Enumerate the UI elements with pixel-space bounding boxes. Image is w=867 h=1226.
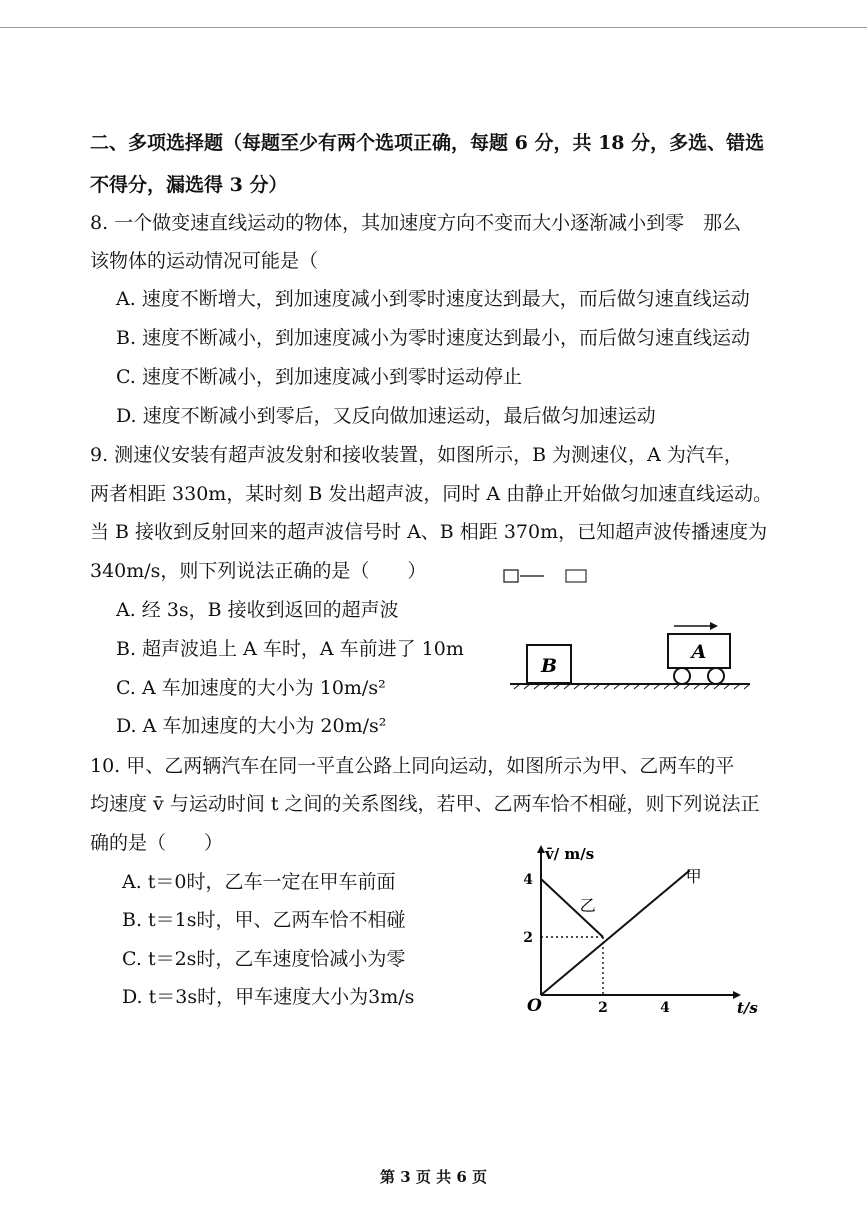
q9-stem-line4: 340m/s，则下列说法正确的是（ ） <box>90 560 427 582</box>
top-border-line <box>0 27 867 28</box>
q10-stem-line1: 10. 甲、乙两辆汽车在同一平直公路上同向运动，如图所示为甲、乙两车的平 <box>90 755 735 777</box>
q9-stem-line1: 9. 测速仪安装有超声波发射和接收装置，如图所示，B 为测速仪，A 为汽车， <box>90 444 743 466</box>
q8-option-c: C. 速度不断减小，到加速度减小到零时运动停止 <box>116 366 522 388</box>
q9-option-d: D. A 车加速度的大小为 20m/s² <box>116 715 387 737</box>
q10-vt-chart <box>505 835 770 1015</box>
x-axis-arrow-icon <box>733 991 741 999</box>
x-tick-label: 4 <box>660 1000 670 1015</box>
y-axis-arrow-icon <box>537 845 545 853</box>
y-tick-label: 4 <box>523 872 533 888</box>
q8-stem-line2: 该物体的运动情况可能是（ <box>90 250 319 272</box>
series-label-jia: 甲 <box>685 866 702 886</box>
motion-arrow-icon <box>710 622 718 630</box>
q10-option-a: A. t＝0时，乙车一定在甲车前面 <box>122 871 396 893</box>
q10-stem-line2: 均速度 v̄ 与运动时间 t 之间的关系图线，若甲、乙两车恰不相碰，则下列说法正 <box>90 793 760 815</box>
q9-stem-line3: 当 B 接收到反射回来的超声波信号时 A、B 相距 370m，已知超声波传播速度为 <box>90 521 768 543</box>
y-tick-label: 2 <box>523 930 533 946</box>
label-b: B <box>540 655 558 677</box>
q8-option-b: B. 速度不断减小，到加速度减小为零时速度达到最小，而后做匀速直线运动 <box>116 327 751 349</box>
series-label-yi: 乙 <box>579 895 596 915</box>
q10-option-d: D. t＝3s时，甲车速度大小为3m/s <box>122 986 415 1008</box>
series-line-jia <box>541 870 690 995</box>
artifact-box-right <box>566 570 586 582</box>
y-axis-label: v̄/ m/s <box>545 845 595 863</box>
page-footer: 第 3 页 共 6 页 <box>380 1168 487 1186</box>
q8-option-d: D. 速度不断减小到零后，又反向做加速运动，最后做匀加速运动 <box>116 405 656 427</box>
q10-option-b: B. t＝1s时，甲、乙两车恰不相碰 <box>122 909 406 931</box>
q9-option-b: B. 超声波追上 A 车时，A 车前进了 10m <box>116 638 464 660</box>
q9-option-c: C. A 车加速度的大小为 10m/s² <box>116 677 386 699</box>
x-tick-label: 2 <box>598 1000 608 1015</box>
q10-stem-line3: 确的是（ ） <box>90 832 224 854</box>
artifact-box-left <box>504 570 518 582</box>
section-heading-cont: 不得分，漏选得 3 分） <box>90 174 288 196</box>
x-axis-label: t/s <box>737 999 758 1015</box>
q9-figure <box>500 562 760 697</box>
q10-option-c: C. t＝2s时，乙车速度恰减小为零 <box>122 948 406 970</box>
q8-option-a: A. 速度不断增大，到加速度减小到零时速度达到最大，而后做匀速直线运动 <box>116 288 750 310</box>
origin-label: O <box>527 996 542 1015</box>
q9-stem-line2: 两者相距 330m，某时刻 B 发出超声波，同时 A 由静止开始做匀加速直线运动。 <box>90 483 773 505</box>
section-heading: 二、多项选择题（每题至少有两个选项正确，每题 6 分，共 18 分，多选、错选 <box>90 132 765 154</box>
label-a: A <box>691 641 707 663</box>
car-wheel-front <box>708 668 724 684</box>
q8-stem-line1: 8. 一个做变速直线运动的物体，其加速度方向不变而大小逐渐减小到零 那么 <box>90 212 742 234</box>
car-wheel-rear <box>674 668 690 684</box>
q9-option-a: A. 经 3s，B 接收到返回的超声波 <box>116 599 399 621</box>
